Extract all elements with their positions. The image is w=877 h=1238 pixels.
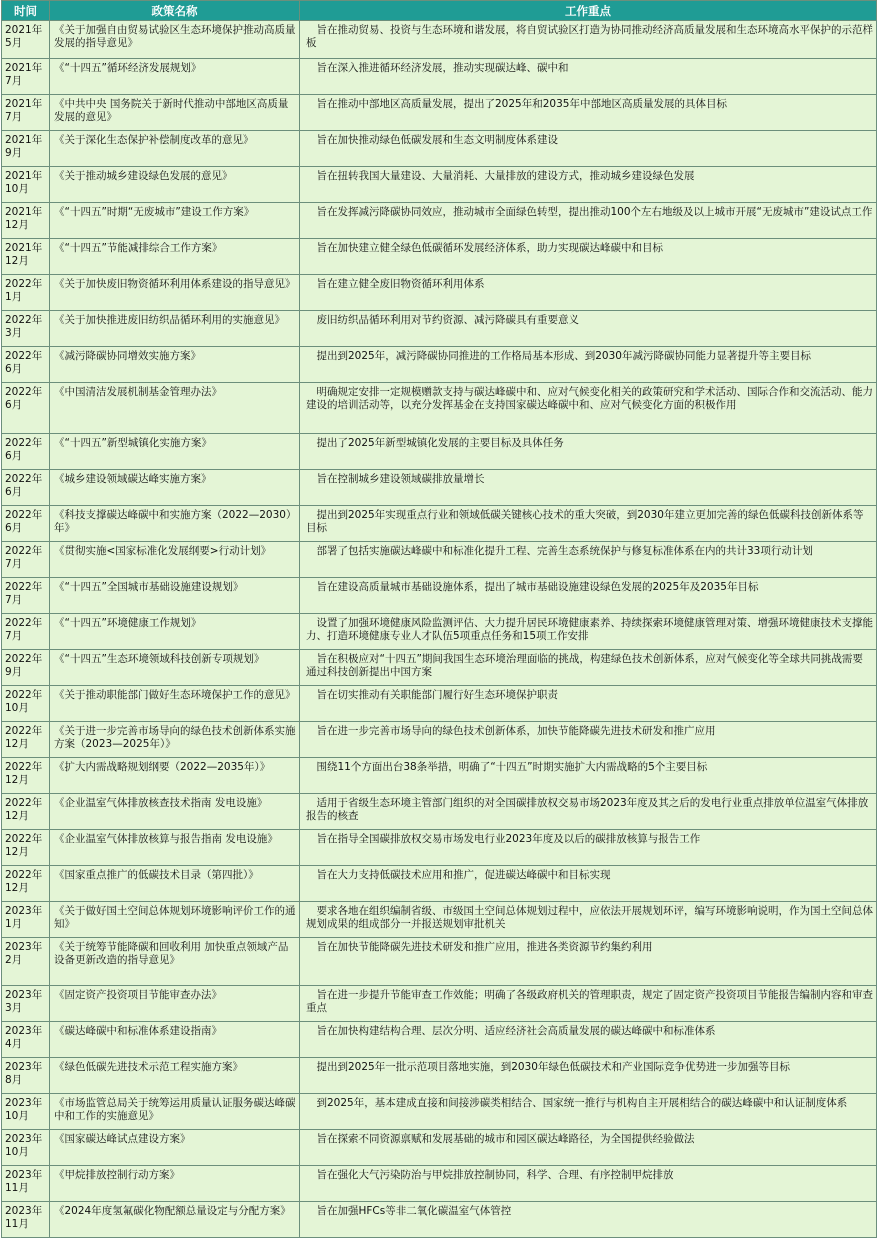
time-cell: 2022年3月 [2, 311, 50, 347]
time-cell: 2023年11月 [2, 1202, 50, 1238]
table-row [2, 239, 877, 275]
work-focus-cell: 适用于省级生态环境主管部门组织的对全国碳排放权交易市场2023年度及其之后的发电行业重点排放单位温室气体排放报告的核查 [300, 794, 877, 830]
work-focus-cell: 到2025年，基本建成直接和间接涉碳类相结合、国家统一推行与机构自主开展相结合的碳达峰碳中和认证制度体系 [300, 1094, 877, 1130]
time-cell: 2022年7月 [2, 578, 50, 614]
table-row [2, 347, 877, 383]
work-focus-cell: 旨在深入推进循环经济发展，推动实现碳达峰、碳中和 [300, 59, 877, 95]
policy-name-cell: 《碳达峰碳中和标准体系建设指南》 [50, 1022, 300, 1058]
policy-name-cell: 《市场监管总局关于统筹运用质量认证服务碳达峰碳中和工作的实施意见》 [50, 1094, 300, 1130]
table-row [2, 614, 877, 650]
work-focus-cell: 废旧纺织品循环利用对节约资源、减污降碳具有重要意义 [300, 311, 877, 347]
time-cell: 2021年7月 [2, 95, 50, 131]
table-row [2, 131, 877, 167]
policy-name-cell: 《甲烷排放控制行动方案》 [50, 1166, 300, 1202]
policy-name-cell: 《“十四五”循环经济发展规划》 [50, 59, 300, 95]
policy-name-cell: 《关于加快推进废旧纺织品循环利用的实施意见》 [50, 311, 300, 347]
table-row [2, 1202, 877, 1238]
table-row [2, 434, 877, 470]
policy-name-cell: 《“十四五”新型城镇化实施方案》 [50, 434, 300, 470]
time-cell: 2023年1月 [2, 902, 50, 938]
time-cell: 2022年9月 [2, 650, 50, 686]
time-cell: 2022年7月 [2, 614, 50, 650]
time-cell: 2023年3月 [2, 986, 50, 1022]
policy-name-cell: 《关于深化生态保护补偿制度改革的意见》 [50, 131, 300, 167]
policy-name-cell: 《2024年度氢氟碳化物配额总量设定与分配方案》 [50, 1202, 300, 1238]
policy-name-cell: 《关于做好国土空间总体规划环境影响评价工作的通知》 [50, 902, 300, 938]
time-cell: 2022年12月 [2, 866, 50, 902]
table-row [2, 830, 877, 866]
table-row [2, 938, 877, 986]
work-focus-cell: 旨在建设高质量城市基础设施体系，提出了城市基础设施建设绿色发展的2025年及2035年目标 [300, 578, 877, 614]
work-focus-cell: 旨在推动贸易、投资与生态环境和谐发展，将自贸试验区打造为协同推动经济高质量发展和生态环境高水平保护的示范样板 [300, 21, 877, 59]
policy-name-cell: 《企业温室气体排放核算与报告指南 发电设施》 [50, 830, 300, 866]
time-cell: 2022年6月 [2, 383, 50, 434]
work-focus-cell: 围绕11个方面出台38条举措，明确了“十四五”时期实施扩大内需战略的5个主要目标 [300, 758, 877, 794]
time-cell: 2022年12月 [2, 722, 50, 758]
work-focus-cell: 旨在指导全国碳排放权交易市场发电行业2023年度及以后的碳排放核算与报告工作 [300, 830, 877, 866]
policy-name-cell: 《“十四五”时期“无废城市”建设工作方案》 [50, 203, 300, 239]
time-cell: 2021年5月 [2, 21, 50, 59]
policy-name-cell: 《减污降碳协同增效实施方案》 [50, 347, 300, 383]
time-cell: 2023年10月 [2, 1130, 50, 1166]
policy-name-cell: 《企业温室气体排放核查技术指南 发电设施》 [50, 794, 300, 830]
work-focus-cell: 旨在扭转我国大量建设、大量消耗、大量排放的建设方式，推动城乡建设绿色发展 [300, 167, 877, 203]
work-focus-cell: 提出到2025年实现重点行业和领域低碳关键核心技术的重大突破，到2030年建立更加完善的绿色低碳科技创新体系等目标 [300, 506, 877, 542]
table-row [2, 1058, 877, 1094]
work-focus-cell: 旨在加快建立健全绿色低碳循环发展经济体系，助力实现碳达峰碳中和目标 [300, 239, 877, 275]
table-row [2, 59, 877, 95]
table-row [2, 1022, 877, 1058]
time-cell: 2021年12月 [2, 239, 50, 275]
work-focus-cell: 旨在建立健全废旧物资循环利用体系 [300, 275, 877, 311]
time-cell: 2021年9月 [2, 131, 50, 167]
work-focus-cell: 部署了包括实施碳达峰碳中和标准化提升工程、完善生态系统保护与修复标准体系在内的共计33项行动计划 [300, 542, 877, 578]
time-cell: 2023年4月 [2, 1022, 50, 1058]
table-row [2, 542, 877, 578]
work-focus-cell: 要求各地在组织编制省级、市级国土空间总体规划过程中，应依法开展规划环评，编写环境影响说明，作为国土空间总体规划成果的组成部分一并报送规划审批机关 [300, 902, 877, 938]
time-cell: 2022年6月 [2, 506, 50, 542]
table-row [2, 578, 877, 614]
time-cell: 2023年11月 [2, 1166, 50, 1202]
policy-name-cell: 《关于加快废旧物资循环利用体系建设的指导意见》 [50, 275, 300, 311]
table-row [2, 902, 877, 938]
header-time: 时间 [2, 1, 50, 21]
work-focus-cell: 旨在控制城乡建设领域碳排放量增长 [300, 470, 877, 506]
table-row [2, 275, 877, 311]
work-focus-cell: 提出到2025年一批示范项目落地实施，到2030年绿色低碳技术和产业国际竞争优势进一步加强等目标 [300, 1058, 877, 1094]
policy-name-cell: 《科技支撑碳达峰碳中和实施方案（2022—2030）年》 [50, 506, 300, 542]
time-cell: 2022年7月 [2, 542, 50, 578]
policy-name-cell: 《关于推动职能部门做好生态环境保护工作的意见》 [50, 686, 300, 722]
time-cell: 2023年2月 [2, 938, 50, 986]
work-focus-cell: 旨在加强HFCs等非二氧化碳温室气体管控 [300, 1202, 877, 1238]
time-cell: 2023年8月 [2, 1058, 50, 1094]
time-cell: 2022年10月 [2, 686, 50, 722]
work-focus-cell: 旨在进一步完善市场导向的绿色技术创新体系，加快节能降碳先进技术研发和推广应用 [300, 722, 877, 758]
table-row [2, 167, 877, 203]
work-focus-cell: 旨在进一步提升节能审查工作效能；明确了各级政府机关的管理职责，规定了固定资产投资项目节能报告编制内容和审查重点 [300, 986, 877, 1022]
policy-name-cell: 《关于推动城乡建设绿色发展的意见》 [50, 167, 300, 203]
table-row [2, 506, 877, 542]
policy-name-cell: 《中国清洁发展机制基金管理办法》 [50, 383, 300, 434]
policy-name-cell: 《“十四五”全国城市基础设施建设规划》 [50, 578, 300, 614]
work-focus-cell: 提出到2025年，减污降碳协同推进的工作格局基本形成、到2030年减污降碳协同能力显著提升等主要目标 [300, 347, 877, 383]
table-row [2, 95, 877, 131]
work-focus-cell: 旨在加快节能降碳先进技术研发和推广应用，推进各类资源节约集约利用 [300, 938, 877, 986]
time-cell: 2021年7月 [2, 59, 50, 95]
policy-name-cell: 《国家碳达峰试点建设方案》 [50, 1130, 300, 1166]
table-row [2, 1130, 877, 1166]
work-focus-cell: 旨在强化大气污染防治与甲烷排放控制协同，科学、合理、有序控制甲烷排放 [300, 1166, 877, 1202]
work-focus-cell: 提出了2025年新型城镇化发展的主要目标及具体任务 [300, 434, 877, 470]
policy-name-cell: 《贯彻实施<国家标准化发展纲要>行动计划》 [50, 542, 300, 578]
work-focus-cell: 旨在探索不同资源禀赋和发展基础的城市和园区碳达峰路径，为全国提供经验做法 [300, 1130, 877, 1166]
policy-name-cell: 《扩大内需战略规划纲要（2022—2035年）》 [50, 758, 300, 794]
table-row [2, 986, 877, 1022]
work-focus-cell: 设置了加强环境健康风险监测评估、大力提升居民环境健康素养、持续探索环境健康管理对策、增强环境健康技术支撑能力、打造环境健康专业人才队伍5项重点任务和15项工作安排 [300, 614, 877, 650]
table-row [2, 686, 877, 722]
work-focus-cell: 旨在大力支持低碳技术应用和推广，促进碳达峰碳中和目标实现 [300, 866, 877, 902]
policy-table [1, 0, 877, 1238]
table-row [2, 650, 877, 686]
table-row [2, 470, 877, 506]
table-row [2, 203, 877, 239]
time-cell: 2022年1月 [2, 275, 50, 311]
work-focus-cell: 旨在发挥减污降碳协同效应，推动城市全面绿色转型，提出推动100个左右地级及以上城市开展“无废城市”建设试点工作 [300, 203, 877, 239]
work-focus-cell: 明确规定安排一定规模赠款支持与碳达峰碳中和、应对气候变化相关的政策研究和学术活动、国际合作和交流活动、能力建设的培训活动等，以充分发挥基金在支持国家碳达峰碳中和、应对气候变化方面的积极作用 [300, 383, 877, 434]
policy-name-cell: 《关于进一步完善市场导向的绿色技术创新体系实施方案（2023—2025年）》 [50, 722, 300, 758]
time-cell: 2022年6月 [2, 470, 50, 506]
table-row [2, 722, 877, 758]
policy-name-cell: 《城乡建设领域碳达峰实施方案》 [50, 470, 300, 506]
time-cell: 2022年12月 [2, 794, 50, 830]
table-header-row [2, 1, 877, 21]
work-focus-cell: 旨在切实推动有关职能部门履行好生态环境保护职责 [300, 686, 877, 722]
table-row [2, 21, 877, 59]
policy-name-cell: 《关于加强自由贸易试验区生态环境保护推动高质量发展的指导意见》 [50, 21, 300, 59]
policy-name-cell: 《中共中央 国务院关于新时代推动中部地区高质量发展的意见》 [50, 95, 300, 131]
time-cell: 2021年12月 [2, 203, 50, 239]
work-focus-cell: 旨在积极应对“十四五”期间我国生态环境治理面临的挑战，构建绿色技术创新体系，应对气候变化等全球共同挑战需要通过科技创新提出中国方案 [300, 650, 877, 686]
table-body [2, 21, 877, 1238]
time-cell: 2022年6月 [2, 434, 50, 470]
policy-name-cell: 《“十四五”生态环境领域科技创新专项规划》 [50, 650, 300, 686]
table-row [2, 866, 877, 902]
work-focus-cell: 旨在加快推动绿色低碳发展和生态文明制度体系建设 [300, 131, 877, 167]
time-cell: 2022年6月 [2, 347, 50, 383]
time-cell: 2023年10月 [2, 1094, 50, 1130]
work-focus-cell: 旨在加快构建结构合理、层次分明、适应经济社会高质量发展的碳达峰碳中和标准体系 [300, 1022, 877, 1058]
policy-name-cell: 《关于统筹节能降碳和回收利用 加快重点领域产品设备更新改造的指导意见》 [50, 938, 300, 986]
table-row [2, 794, 877, 830]
table-row [2, 1166, 877, 1202]
table-row [2, 1094, 877, 1130]
time-cell: 2022年12月 [2, 758, 50, 794]
policy-name-cell: 《绿色低碳先进技术示范工程实施方案》 [50, 1058, 300, 1094]
time-cell: 2022年12月 [2, 830, 50, 866]
table-row [2, 758, 877, 794]
policy-name-cell: 《国家重点推广的低碳技术目录（第四批）》 [50, 866, 300, 902]
policy-name-cell: 《“十四五”环境健康工作规划》 [50, 614, 300, 650]
header-work-focus: 工作重点 [300, 1, 877, 21]
policy-name-cell: 《固定资产投资项目节能审查办法》 [50, 986, 300, 1022]
table-row [2, 383, 877, 434]
policy-name-cell: 《“十四五”节能减排综合工作方案》 [50, 239, 300, 275]
work-focus-cell: 旨在推动中部地区高质量发展，提出了2025年和2035年中部地区高质量发展的具体目标 [300, 95, 877, 131]
header-policy-name: 政策名称 [50, 1, 300, 21]
time-cell: 2021年10月 [2, 167, 50, 203]
table-row [2, 311, 877, 347]
